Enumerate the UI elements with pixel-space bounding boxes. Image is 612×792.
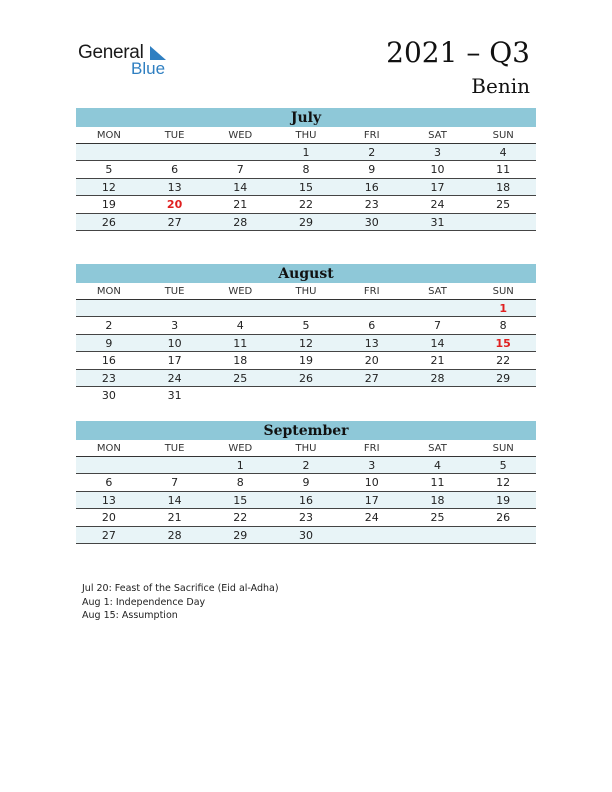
holiday-note: Jul 20: Feast of the Sacrifice (Eid al-Adha) <box>82 583 279 594</box>
day-cell: 18 <box>430 493 445 507</box>
week-row <box>76 474 536 491</box>
day-cell: 11 <box>430 476 445 490</box>
day-cell: 23 <box>101 371 116 385</box>
day-cell <box>76 300 142 316</box>
weekday-label: TUE <box>164 130 185 141</box>
day-cell: 20 <box>364 354 379 368</box>
day-cell: 17 <box>430 180 445 194</box>
day-cell <box>273 300 339 316</box>
day-cell: 7 <box>171 476 179 490</box>
day-cell: 30 <box>299 528 314 542</box>
day-cell: 26 <box>101 215 116 229</box>
day-cell <box>76 457 142 473</box>
holiday-notes <box>82 582 279 623</box>
day-cell: 21 <box>233 198 248 212</box>
day-cell: 24 <box>167 371 182 385</box>
day-cell: 4 <box>236 319 244 333</box>
weekday-label: SUN <box>492 443 514 454</box>
weekday-label: FRI <box>363 286 380 297</box>
month-august <box>76 264 536 403</box>
week-row <box>76 196 536 213</box>
day-cell: 22 <box>233 511 248 525</box>
day-cell <box>470 527 536 543</box>
day-cell <box>207 300 273 316</box>
day-cell <box>273 387 339 403</box>
day-cell: 26 <box>496 511 511 525</box>
week-row <box>76 509 536 526</box>
month-september <box>76 421 536 544</box>
day-cell: 31 <box>167 388 182 402</box>
day-cell: 27 <box>167 215 182 229</box>
weekday-label: SUN <box>492 130 514 141</box>
day-cell: 2 <box>105 319 113 333</box>
day-cell: 6 <box>105 476 113 490</box>
weekday-label: MON <box>96 130 121 141</box>
day-cell: 19 <box>101 198 116 212</box>
day-cell: 26 <box>299 371 314 385</box>
day-cell: 11 <box>233 336 248 350</box>
weekday-label: MON <box>96 443 121 454</box>
day-cell: 25 <box>430 511 445 525</box>
week-row <box>76 161 536 178</box>
day-cell: 28 <box>233 215 248 229</box>
month-july <box>76 108 536 231</box>
month-header: July <box>76 108 536 127</box>
day-cell: 14 <box>167 493 182 507</box>
day-cell: 17 <box>167 354 182 368</box>
day-cell <box>142 144 208 160</box>
week-row <box>76 335 536 352</box>
day-cell: 29 <box>496 371 511 385</box>
day-cell <box>405 300 471 316</box>
weekday-label: SAT <box>428 130 447 141</box>
day-cell: 1 <box>302 146 310 159</box>
weekday-label: SUN <box>492 286 514 297</box>
day-cell <box>339 300 405 316</box>
week-row <box>76 317 536 334</box>
day-cell: 4 <box>499 146 507 159</box>
weekday-label: SAT <box>428 443 447 454</box>
weekday-label: FRI <box>363 130 380 141</box>
day-cell: 30 <box>101 388 116 402</box>
page-title: 2021 – Q3 <box>386 36 530 69</box>
day-cell: 5 <box>105 163 113 177</box>
weekday-header-row <box>76 283 536 300</box>
day-cell: 9 <box>302 476 310 490</box>
day-cell: 12 <box>101 180 116 194</box>
week-row <box>76 387 536 403</box>
weekday-label: WED <box>228 286 253 297</box>
day-cell: 25 <box>233 371 248 385</box>
weekday-label: THU <box>295 130 317 141</box>
day-cell: 21 <box>167 511 182 525</box>
day-cell: 5 <box>499 459 507 472</box>
day-cell: 14 <box>430 336 445 350</box>
weekday-header-row <box>76 127 536 144</box>
day-cell: 1 <box>499 302 507 315</box>
logo-blue-text: Blue <box>131 59 166 78</box>
day-cell: 20 <box>101 511 116 525</box>
day-cell: 21 <box>430 354 445 368</box>
month-header: September <box>76 421 536 440</box>
day-cell: 1 <box>236 459 244 472</box>
weekday-label: TUE <box>164 443 185 454</box>
day-cell: 3 <box>171 319 179 333</box>
day-cell: 14 <box>233 180 248 194</box>
logo-general-text: General <box>78 42 144 63</box>
day-cell: 28 <box>430 371 445 385</box>
day-cell <box>470 387 536 403</box>
day-cell: 13 <box>364 336 379 350</box>
week-row <box>76 179 536 196</box>
day-cell: 19 <box>299 354 314 368</box>
week-row <box>76 492 536 509</box>
day-cell: 23 <box>299 511 314 525</box>
day-cell: 13 <box>101 493 116 507</box>
day-cell: 2 <box>302 459 310 472</box>
day-cell: 5 <box>302 319 310 333</box>
week-row <box>76 527 536 544</box>
day-cell <box>207 144 273 160</box>
day-cell: 3 <box>433 146 441 159</box>
day-cell: 28 <box>167 528 182 542</box>
day-cell: 6 <box>171 163 179 177</box>
day-cell: 15 <box>233 493 248 507</box>
day-cell <box>339 527 405 543</box>
day-cell: 23 <box>364 198 379 212</box>
day-cell: 25 <box>496 198 511 212</box>
day-cell <box>142 300 208 316</box>
day-cell <box>470 214 536 230</box>
weekday-label: THU <box>295 286 317 297</box>
weekday-header-row <box>76 440 536 457</box>
weekday-label: MON <box>96 286 121 297</box>
day-cell: 15 <box>495 336 511 350</box>
day-cell <box>339 387 405 403</box>
weekday-label: TUE <box>164 286 185 297</box>
day-cell: 9 <box>368 163 376 177</box>
day-cell: 16 <box>101 354 116 368</box>
day-cell: 17 <box>364 493 379 507</box>
day-cell: 16 <box>299 493 314 507</box>
weekday-label: THU <box>295 443 317 454</box>
day-cell: 10 <box>167 336 182 350</box>
day-cell: 8 <box>236 476 244 490</box>
week-row <box>76 457 536 474</box>
country-name: Benin <box>471 74 530 98</box>
day-cell: 9 <box>105 336 113 350</box>
logo <box>78 42 178 82</box>
month-header: August <box>76 264 536 283</box>
day-cell: 10 <box>364 476 379 490</box>
day-cell: 19 <box>496 493 511 507</box>
day-cell <box>142 457 208 473</box>
week-row <box>76 144 536 161</box>
day-cell: 30 <box>364 215 379 229</box>
day-cell: 8 <box>302 163 310 177</box>
day-cell: 29 <box>299 215 314 229</box>
day-cell: 15 <box>299 180 314 194</box>
day-cell: 22 <box>299 198 314 212</box>
day-cell: 16 <box>364 180 379 194</box>
day-cell: 7 <box>236 163 244 177</box>
day-cell: 3 <box>368 459 376 472</box>
day-cell <box>405 387 471 403</box>
day-cell: 2 <box>368 146 376 159</box>
day-cell <box>405 527 471 543</box>
weekday-label: FRI <box>363 443 380 454</box>
day-cell: 10 <box>430 163 445 177</box>
day-cell: 11 <box>496 163 511 177</box>
weekday-label: WED <box>228 130 253 141</box>
day-cell: 31 <box>430 215 445 229</box>
day-cell: 6 <box>368 319 376 333</box>
day-cell: 8 <box>499 319 507 333</box>
day-cell: 24 <box>430 198 445 212</box>
day-cell: 4 <box>433 459 441 472</box>
holiday-note: Aug 15: Assumption <box>82 610 178 621</box>
day-cell: 22 <box>496 354 511 368</box>
day-cell <box>76 144 142 160</box>
holiday-note: Aug 1: Independence Day <box>82 596 206 608</box>
week-row <box>76 300 536 317</box>
day-cell: 20 <box>166 198 183 212</box>
weekday-label: WED <box>228 443 253 454</box>
day-cell: 12 <box>299 336 314 350</box>
day-cell: 18 <box>496 180 511 194</box>
day-cell: 27 <box>101 528 116 542</box>
week-row <box>76 370 536 387</box>
day-cell <box>207 387 273 403</box>
day-cell: 29 <box>233 528 248 542</box>
week-row <box>76 214 536 231</box>
day-cell: 27 <box>364 371 379 385</box>
weekday-label: SAT <box>428 286 447 297</box>
day-cell: 24 <box>364 511 379 525</box>
week-row <box>76 352 536 369</box>
day-cell: 18 <box>233 354 248 368</box>
day-cell: 13 <box>167 180 182 194</box>
day-cell: 12 <box>496 476 511 490</box>
day-cell: 7 <box>433 319 441 333</box>
